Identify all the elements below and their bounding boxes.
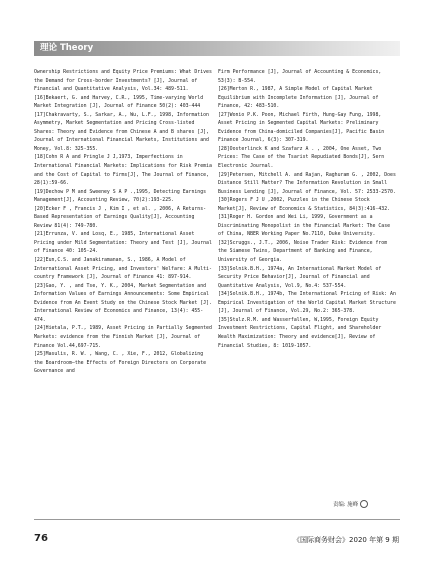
reference-entry: [25]Masulis, R. W. , Wang, C. , Xie, F., 2012, Globalizing the Boardroom—the Effects of Foreign Directors on Corporate Governance and <box>34 351 207 375</box>
reference-entry: Ownership Restrictions and Equity Price Premiums: What Drives the Demand for Cross-border Investments? [J], Journal of Financial and Quantitative Analysis, Vol.34: 489-511. <box>34 69 212 93</box>
reference-entry: [21]Errunza, V. and Losq, E., 1985, International Asset Pricing under Mild Segmentation: Theory and Test [J], Journal of Finance 40: 105-24. <box>34 231 212 255</box>
reference-entry: [19]Dechow P M and Sweeney S A P .,1995, Detecting Earnings Management[J], Accounting Review, 70(2):193-225. <box>34 188 207 204</box>
references-left-column <box>34 68 214 376</box>
editor-credit <box>333 500 368 508</box>
reference-entry: [23]Gao, Y. , and Tse, Y. K., 2004, Market Segmentation and Information Values of Earnings Announcements: Some Empirical Evidence from An Event Study on the Chinese Stock Market [J]. International Review of Economics and Finance, 13(4): 455-474. <box>34 282 212 323</box>
editor-seal-icon <box>360 500 368 508</box>
reference-entry: [18]Cohn R A and Pringle J J,1973, Imperfections in International Financial Markets: Implications for Risk Premia and the Cost of Capital to Firms[J], The Journal of Finance, 28(1):59-66. <box>34 154 212 187</box>
reference-entry: [34]Solnik.B.H., 1974b, The International Pricing of Risk: An Empirical Investigation of the World Capital Market Structure [J], Journal of Finance, Vol.29, No.2: 365-378. <box>218 291 396 315</box>
references-right-column <box>218 68 398 350</box>
page-number: 76 <box>34 533 48 544</box>
journal-issue: 《国际商务财会》2020 年第 9 期 <box>293 536 399 544</box>
editor-label: 责编: 施峰 <box>333 502 359 508</box>
reference-entry: [17]Chakravarty, S., Sarkar, A., Wu, L.F., 1998, Information Asymmetry, Market Segmentation and Pricing Cross-listed Shares: Theory and Evidence from Chinese A and B shares [J], Journal of International Financial Markets, Institutions and Money, Vol.8: 325-355. <box>34 111 209 152</box>
reference-entry: [16]Bekaert, G. and Harvey, C.R., 1995, Time-varying World Market Integration [J], Journal of Finance 50(2): 403-444 <box>34 94 204 110</box>
reference-entry: [30]Rogers F J U ,2002, Puzzles in the Chinese Stock Market[J], Review of Economics & Statistics, 84(3):416-432. <box>218 197 391 212</box>
reference-entry: [35]Stulz.R.M. and Wasserfallen, W,1995, Foreign Equity Investment Restrictions, Capital Flight, and Shareholder Wealth Maximization: Theory and evidence[J], Review of Financial Studies, 8: 1019-1057. <box>218 316 382 349</box>
section-title: 理论 Theory <box>40 43 94 53</box>
reference-entry: [20]Ecker F , Francis J , Kim I , et al. , 2006, A Returns-Based Representation of Earnings Quality[J], Accounting Review 81(4): 749-780. <box>34 205 207 229</box>
reference-entry: [28]Oosterlinck K and Szafarz A . , 2004, One Asset, Two Prices: The Case of the Tsarist Repudiated Bonds[J], Sern Electronic Journal. <box>218 145 385 170</box>
reference-entry: [27]Wonio P.K. Poon, Michael Firth, Hung-Gay Fung, 1998, Asset Pricing in Segmented Capital Markets: Preliminary Evidence from China-domiciled Companies[J], Pacific Basin Finance Journal, 6(3): 307-319. <box>218 111 385 144</box>
reference-entry: [22]Eun,C.S. and Janakiramanan, S., 1986, A Model of International Asset Pricing, and Investors' Welfare: A Multi-country Framework [J], Journal of Finance 41: 897-914. <box>34 257 212 281</box>
reference-entry: [26]Merton R., 1987, A Simple Model of Capital Market Equilibrium with Incomplete Information [J], Journal of Finance, 42: 483-510. <box>218 86 379 110</box>
reference-entry: [24]Hietala, P.T., 1989, Asset Pricing in Partially Segmented Markets: evidence from the Finnish Market [J], Journal of Finance Vol.44,697-715. <box>34 325 212 349</box>
reference-entry: [32]Scruggs., J.T., 2006, Noise Trader Risk: Evidence from the Siamese Twins, Department of Banking and Finance, University of Georgia. <box>218 239 388 264</box>
reference-entry: Firm Performance [J], Journal of Accounting & Economics, 53(3): B-554. <box>218 69 382 84</box>
footer-divider <box>34 519 400 520</box>
reference-entry: [31]Roger H. Gordon and Wei Li, 1999, Government as a Discriminating Monopolist in the Financial Market: The Case of China, NBER Working Paper No.7110, Duke University. <box>218 214 391 238</box>
reference-entry: [33]Solnik.B.H., 1974a, An International Market Model of Security Price Behavior[J], Journal of Financial and Quantitative Analysis, Vol.9, No.4: 537-554. <box>218 265 382 289</box>
reference-entry: [29]Petersen, Mitchell A. and Rajan, Raghuram G. , 2002, Does Distance Still Matter? The Information Revolution in Small Business Lending [J], Journal of Finance, Vol. 57: 2533-2570. <box>218 171 396 195</box>
